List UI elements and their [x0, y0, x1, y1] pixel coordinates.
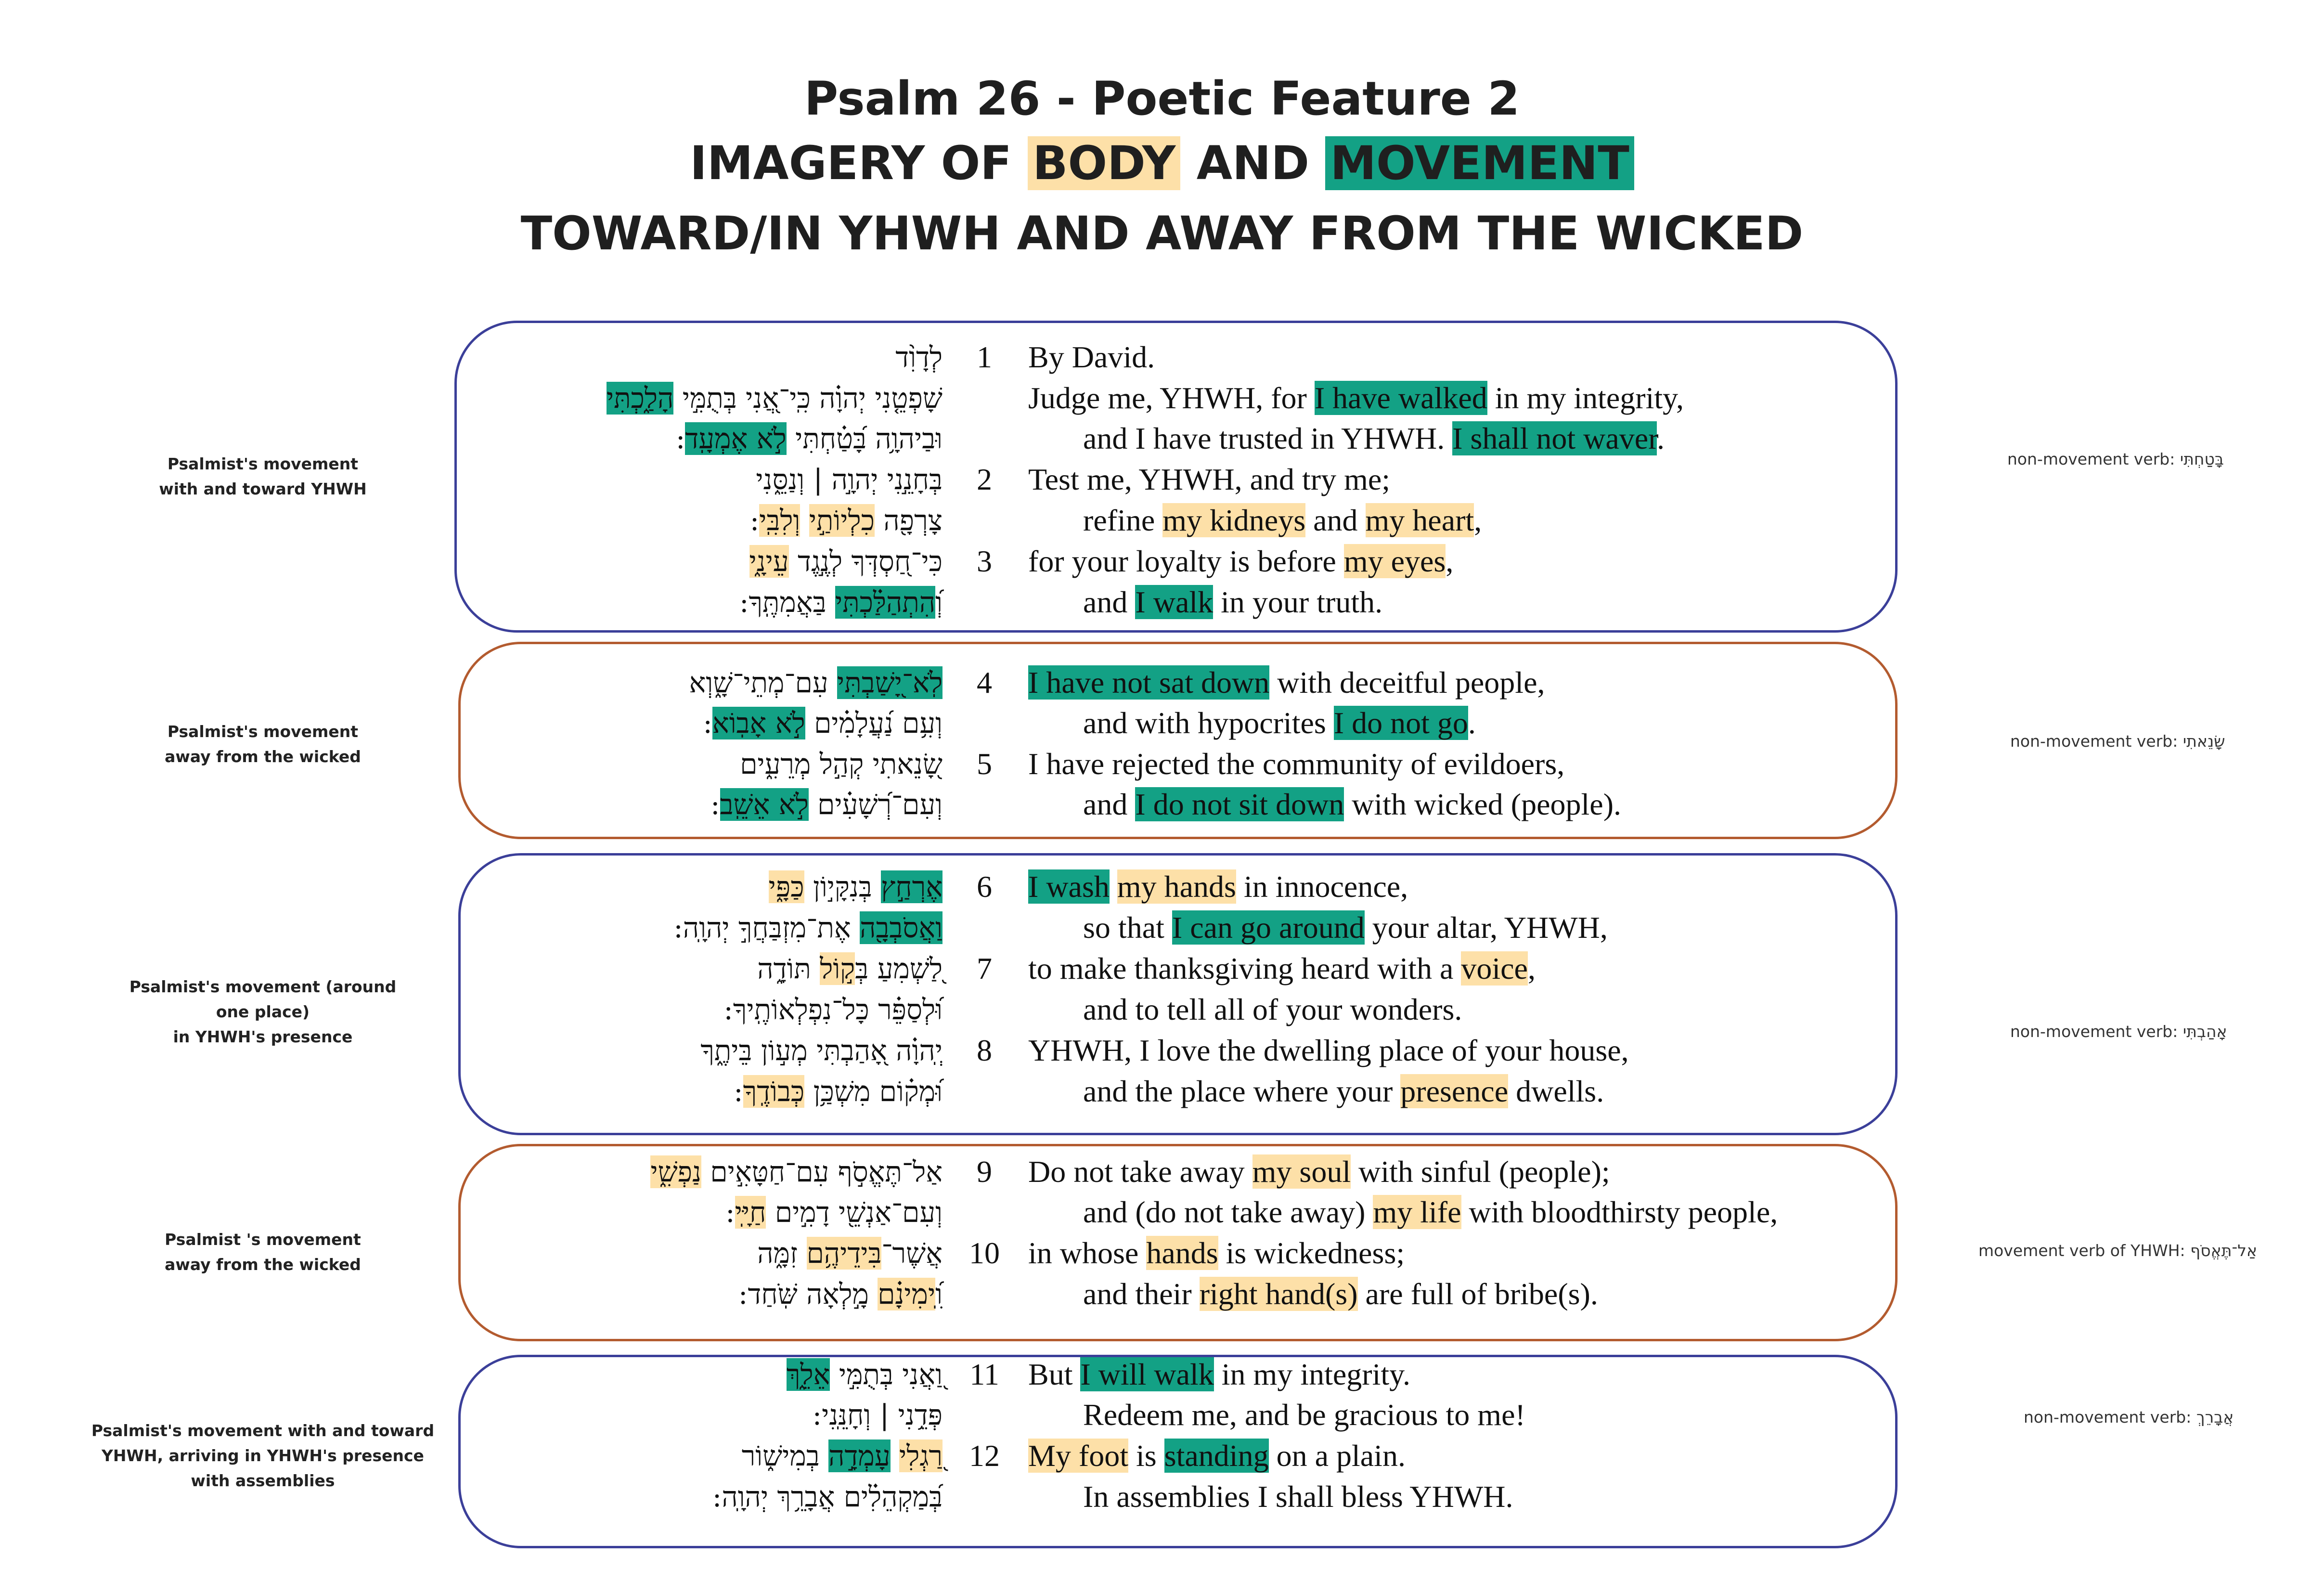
english-movement-highlight: I have not sat down — [1028, 665, 1270, 700]
hebrew-text: עִם־מְתֵי־שָׁ֑וְא — [689, 666, 838, 699]
english-text: is wickedness; — [1218, 1236, 1405, 1270]
english-text: dwells. — [1508, 1074, 1604, 1108]
hebrew-text: וַ֭אֲנִי בְּתֻמִּ֣י — [830, 1358, 943, 1391]
english-text: with sinful (people); — [1351, 1154, 1610, 1189]
hebrew-line — [712, 1477, 943, 1517]
hebrew-text: : — [703, 707, 712, 739]
english-line — [1028, 744, 1564, 784]
hebrew-movement-highlight: לֹֽא־יָ֭שַׁבְתִּי — [837, 666, 943, 699]
english-line — [1028, 1152, 1610, 1192]
hebrew-line — [673, 908, 943, 948]
section-note-5: non-movement verb: אֲבָרֵךְ — [2024, 1408, 2234, 1426]
english-text: to make thanksgiving heard with a — [1028, 951, 1461, 986]
english-text: I have rejected the community of evildoers, — [1028, 747, 1565, 781]
hebrew-text: בְּחָנֵ֣נִי יְהוָ֣ה | וְנַסֵּ֑נִי — [756, 463, 943, 496]
hebrew-body-highlight: בִּידֵיהֶ֥ם — [806, 1237, 882, 1270]
english-movement-highlight: standing — [1164, 1439, 1269, 1473]
verse-number: 1 — [977, 340, 992, 374]
hebrew-text: בְּנִקָּי֣וֹן — [804, 870, 881, 903]
title-line-2-pre: IMAGERY OF — [690, 136, 1028, 190]
hebrew-line — [895, 337, 943, 377]
english-text: and their — [1083, 1277, 1200, 1311]
english-text: Redeem me, and be gracious to me! — [1083, 1398, 1525, 1432]
english-text: is — [1128, 1439, 1164, 1473]
hebrew-text: : — [734, 1075, 743, 1108]
english-text: in your truth. — [1213, 585, 1383, 619]
title-line-1: Psalm 26 - Poetic Feature 2 — [804, 72, 1520, 126]
english-line — [1083, 500, 1482, 541]
hebrew-line — [689, 662, 943, 703]
english-line — [1083, 582, 1382, 622]
english-line — [1028, 948, 1536, 989]
english-text: in my integrity, — [1487, 381, 1684, 415]
english-movement-highlight: I can go around — [1172, 910, 1365, 945]
section-note-2: non-movement verb: שָׂנֵאתִי — [2010, 732, 2225, 751]
english-movement-highlight: I wash — [1028, 869, 1110, 904]
english-body-highlight: right hand(s) — [1199, 1277, 1358, 1311]
english-body-highlight: hands — [1146, 1236, 1218, 1270]
hebrew-line — [676, 418, 943, 459]
english-line — [1083, 989, 1462, 1030]
hebrew-line — [756, 459, 943, 500]
verse-number: 5 — [977, 747, 992, 781]
hebrew-text: אַל־תֶּאֱסֹ֣ף עִם־חַטָּאִ֣ים — [701, 1155, 943, 1188]
english-text: By David. — [1028, 340, 1155, 374]
hebrew-movement-highlight: לֹ֣א אֶמְעָֽד — [685, 422, 787, 455]
hebrew-text: מָ֣לְאָה שֹּֽׁחַד: — [738, 1278, 878, 1310]
hebrew-text: אֶת־מִזְבַּחֲךָ֣ יְהוָֽה: — [673, 911, 860, 944]
english-line — [1028, 378, 1684, 418]
section-note-1: non-movement verb: בָּטַחְתִּי — [2007, 450, 2224, 468]
hebrew-line — [734, 1071, 943, 1112]
english-movement-highlight: I do not go — [1333, 706, 1468, 740]
english-text: Do not take away — [1028, 1154, 1252, 1189]
english-body-highlight: my hands — [1117, 869, 1236, 904]
english-line — [1083, 1395, 1525, 1435]
english-line — [1028, 541, 1453, 582]
hebrew-line — [813, 1395, 943, 1435]
title-line-3: TOWARD/IN YHWH AND AWAY FROM THE WICKED — [520, 207, 1804, 260]
english-text: Test me, YHWH, and try me; — [1028, 462, 1391, 496]
hebrew-text: : — [725, 1196, 735, 1229]
hebrew-line — [650, 1152, 943, 1192]
english-line — [1083, 1192, 1778, 1232]
english-body-highlight: my soul — [1252, 1154, 1351, 1189]
hebrew-text: בְמִישׁ֑וֹר — [741, 1439, 829, 1472]
english-text: refine — [1083, 503, 1163, 537]
hebrew-text — [891, 1439, 899, 1472]
english-text: your altar, YHWH, — [1364, 910, 1608, 945]
english-text: and — [1083, 585, 1136, 619]
english-text: YHWH, I love the dwelling place of your house, — [1028, 1033, 1629, 1067]
english-text: Judge me, YHWH, for — [1028, 381, 1315, 415]
side-label-1: Psalmist's movement with and toward YHWH — [159, 454, 367, 498]
hebrew-body-highlight: כְּבוֹדֶֽךָ — [743, 1075, 805, 1108]
english-body-highlight: voice — [1461, 951, 1528, 986]
hebrew-movement-highlight: לֹ֣א אֵשֵֽׁב — [720, 788, 809, 821]
english-line — [1083, 703, 1476, 743]
hebrew-line — [757, 1233, 943, 1273]
english-text: in innocence, — [1236, 869, 1408, 904]
hebrew-body-highlight: נַפְשִׁ֑י — [650, 1155, 701, 1188]
side-label-2: Psalmist's movement away from the wicked — [165, 722, 361, 766]
english-line — [1028, 1436, 1406, 1476]
english-body-highlight: my heart — [1365, 503, 1474, 537]
hebrew-text: וּבַיהוָ֥ה בָּ֝טַ֗חְתִּי — [786, 422, 943, 455]
hebrew-line — [739, 582, 943, 622]
hebrew-text: וְעִם־אַנְשֵׁ֖י דָמִ֣ים — [766, 1196, 943, 1229]
english-text: in my integrity. — [1214, 1357, 1410, 1391]
side-label-4: Psalmist 's movement away from the wicked — [165, 1230, 361, 1274]
english-text: and with hypocrites — [1083, 706, 1334, 740]
hebrew-line — [710, 784, 943, 825]
hebrew-text — [800, 504, 809, 537]
english-text: on a plain. — [1268, 1439, 1406, 1473]
hebrew-text: אֲשֶׁר־ — [881, 1237, 943, 1270]
english-text: with deceitful people, — [1269, 665, 1545, 700]
hebrew-body-highlight: כִלְיוֹתַ֣י — [809, 504, 875, 537]
verse-number: 8 — [977, 1033, 992, 1067]
english-line — [1083, 784, 1621, 825]
hebrew-text: לְדָוִ֨ד — [895, 341, 943, 374]
english-line — [1083, 1274, 1598, 1314]
hebrew-line — [740, 744, 943, 784]
english-line — [1028, 1030, 1629, 1071]
hebrew-line — [769, 867, 943, 907]
english-body-highlight: my life — [1373, 1195, 1461, 1229]
english-text: But — [1028, 1357, 1081, 1391]
hebrew-line — [757, 948, 943, 989]
hebrew-line — [750, 500, 943, 541]
english-text — [1110, 869, 1117, 904]
english-line — [1083, 1071, 1604, 1112]
title-line-2 — [0, 131, 2324, 196]
hebrew-text: וִֽ֝ — [935, 1278, 943, 1310]
hebrew-text: : — [749, 504, 760, 537]
verse-number: 6 — [977, 869, 992, 904]
english-text: and I have trusted in YHWH. — [1083, 421, 1453, 455]
hebrew-text: וְ֝ — [935, 586, 943, 619]
english-line — [1028, 1233, 1405, 1273]
english-text: . — [1656, 421, 1665, 455]
english-text: In assemblies I shall bless YHWH. — [1083, 1479, 1513, 1514]
hebrew-line — [787, 1354, 943, 1395]
hebrew-line — [742, 1436, 943, 1476]
title-line-2-mid: AND — [1180, 136, 1326, 190]
side-label-3: Psalmist's movement (around one place) in YHWH's presence — [129, 977, 397, 1046]
english-body-highlight: my kidneys — [1162, 503, 1306, 537]
hebrew-movement-highlight: אֶרְחַ֣ץ — [881, 870, 943, 903]
english-line — [1028, 662, 1545, 703]
verse-number: 12 — [969, 1439, 1000, 1473]
hebrew-body-highlight: כַּפָּ֑י — [768, 870, 804, 903]
english-movement-highlight: I do not sit down — [1135, 787, 1344, 821]
english-text: and (do not take away) — [1083, 1195, 1373, 1229]
hebrew-text: כִּי־חַ֭סְדְּךָ לְנֶ֣גֶד — [788, 545, 943, 578]
hebrew-movement-highlight: אֵלֵ֑ךְ — [787, 1358, 830, 1391]
english-text: . — [1468, 706, 1476, 740]
english-movement-highlight: I walk — [1135, 585, 1214, 619]
english-text: so that — [1083, 910, 1172, 945]
hebrew-text: בְּ֝מַקְהֵלִ֗ים אֲבָרֵ֥ךְ יְהוָֽה: — [712, 1480, 943, 1513]
hebrew-body-highlight: חַיָּֽי — [735, 1196, 766, 1229]
verse-number: 9 — [977, 1154, 992, 1189]
english-movement-highlight: I have walked — [1314, 381, 1487, 415]
english-text: for your loyalty is before — [1028, 544, 1344, 578]
hebrew-text: פְּדֵ֥נִי | וְחָנֵּֽנִי: — [812, 1399, 943, 1431]
english-text: , — [1527, 951, 1536, 986]
hebrew-movement-highlight: וַאֲסֹבְבָ֖ה — [860, 911, 943, 944]
english-movement-highlight: I shall not waver — [1452, 421, 1657, 455]
verse-number: 4 — [977, 665, 992, 700]
english-movement-highlight: I will walk — [1080, 1357, 1214, 1391]
english-line — [1083, 908, 1608, 948]
hebrew-text: וְעִם־רְ֝שָׁעִ֗ים — [808, 788, 943, 821]
hebrew-movement-highlight: לֹ֣א אָבֽוֹא — [712, 707, 805, 739]
english-line — [1083, 418, 1665, 459]
hebrew-text: צָרְפָ֖ה — [874, 504, 943, 537]
hebrew-line — [749, 541, 943, 582]
hebrew-movement-highlight: הִתְהַלַּ֗כְתִּי — [835, 586, 936, 619]
hebrew-text: : — [675, 422, 685, 455]
hebrew-line — [700, 1030, 943, 1071]
hebrew-text: וּ֝לְסַפֵּ֗ר כָּל־נִפְלְאוֹתֶֽיךָ: — [723, 993, 943, 1026]
hebrew-body-highlight: רַ֭גְלִי — [899, 1439, 943, 1472]
verse-number: 7 — [977, 951, 992, 986]
verse-number: 2 — [977, 462, 992, 496]
section-note-3: non-movement verb: אָהַבְתִּי — [2010, 1022, 2227, 1041]
hebrew-text: : — [710, 788, 720, 821]
english-text: and to tell all of your wonders. — [1083, 992, 1462, 1026]
english-line — [1028, 337, 1155, 377]
hebrew-text: זִמָּ֑ה — [757, 1237, 807, 1270]
english-text: and the place where your — [1083, 1074, 1401, 1108]
english-text: in whose — [1028, 1236, 1147, 1270]
english-text: with bloodthirsty people, — [1461, 1195, 1778, 1229]
hebrew-text: תּוֹדָ֑ה — [757, 952, 820, 985]
hebrew-movement-highlight: עָמְדָ֣ה — [828, 1439, 891, 1472]
english-text: with wicked (people). — [1344, 787, 1621, 821]
english-line — [1083, 1477, 1513, 1517]
english-text: and — [1083, 787, 1136, 821]
hebrew-body-highlight: ק֣וֹל — [820, 952, 855, 985]
english-text: , — [1446, 544, 1454, 578]
hebrew-text: לַ֭שְׁמִעַ בְּ — [855, 952, 943, 985]
title-body-highlight: BODY — [1028, 136, 1180, 190]
side-label-5: Psalmist's movement with and toward YHWH, arriving in YHWH's presence with assemblies — [91, 1421, 435, 1490]
title-movement-highlight: MOVEMENT — [1325, 136, 1634, 190]
hebrew-body-highlight: עֵינָ֑י — [749, 545, 789, 578]
english-text: , — [1474, 503, 1482, 537]
hebrew-text: יְֽהוָ֗ה אָ֭הַבְתִּי מְע֣וֹן בֵּיתֶ֑ךָ — [700, 1034, 943, 1067]
hebrew-body-highlight: וְלִבִּֽי — [759, 504, 800, 537]
section-note-4: movement verb of YHWH: אַל־תֶּאֱסֹף — [1978, 1241, 2258, 1260]
verse-number: 3 — [977, 544, 992, 578]
hebrew-text: וְעִ֥ם נַ֝עֲלָמִ֗ים — [805, 707, 943, 739]
hebrew-text: שָׂ֭נֵאתִי קְהַ֣ל מְרֵעִ֑ים — [740, 748, 943, 780]
hebrew-text: בַּאֲמִתֶּֽךָ: — [739, 586, 835, 619]
english-line — [1028, 459, 1390, 500]
verse-number: 11 — [969, 1357, 999, 1391]
english-line — [1028, 1354, 1410, 1395]
hebrew-text: שָׁפְטֵ֤נִי יְהוָ֗ה כִּֽי־אֲ֭נִי בְּתֻמִּ֣י — [673, 382, 943, 415]
english-body-highlight: presence — [1400, 1074, 1509, 1108]
english-body-highlight: my eyes — [1343, 544, 1446, 578]
hebrew-line — [703, 703, 943, 743]
hebrew-line — [723, 989, 943, 1030]
english-text: and — [1305, 503, 1366, 537]
english-body-highlight: My foot — [1028, 1439, 1128, 1473]
english-text: are full of bribe(s). — [1357, 1277, 1598, 1311]
hebrew-line — [738, 1274, 943, 1314]
hebrew-line — [607, 378, 943, 418]
hebrew-text: וּ֝מְק֗וֹם מִשְׁכַּ֥ן — [804, 1075, 943, 1108]
hebrew-body-highlight: ימִינָ֗ם — [878, 1278, 936, 1310]
verse-number: 10 — [969, 1236, 1000, 1270]
hebrew-movement-highlight: הָלַ֑כְתִּי — [606, 382, 674, 415]
english-line — [1028, 867, 1408, 907]
hebrew-line — [725, 1192, 943, 1232]
